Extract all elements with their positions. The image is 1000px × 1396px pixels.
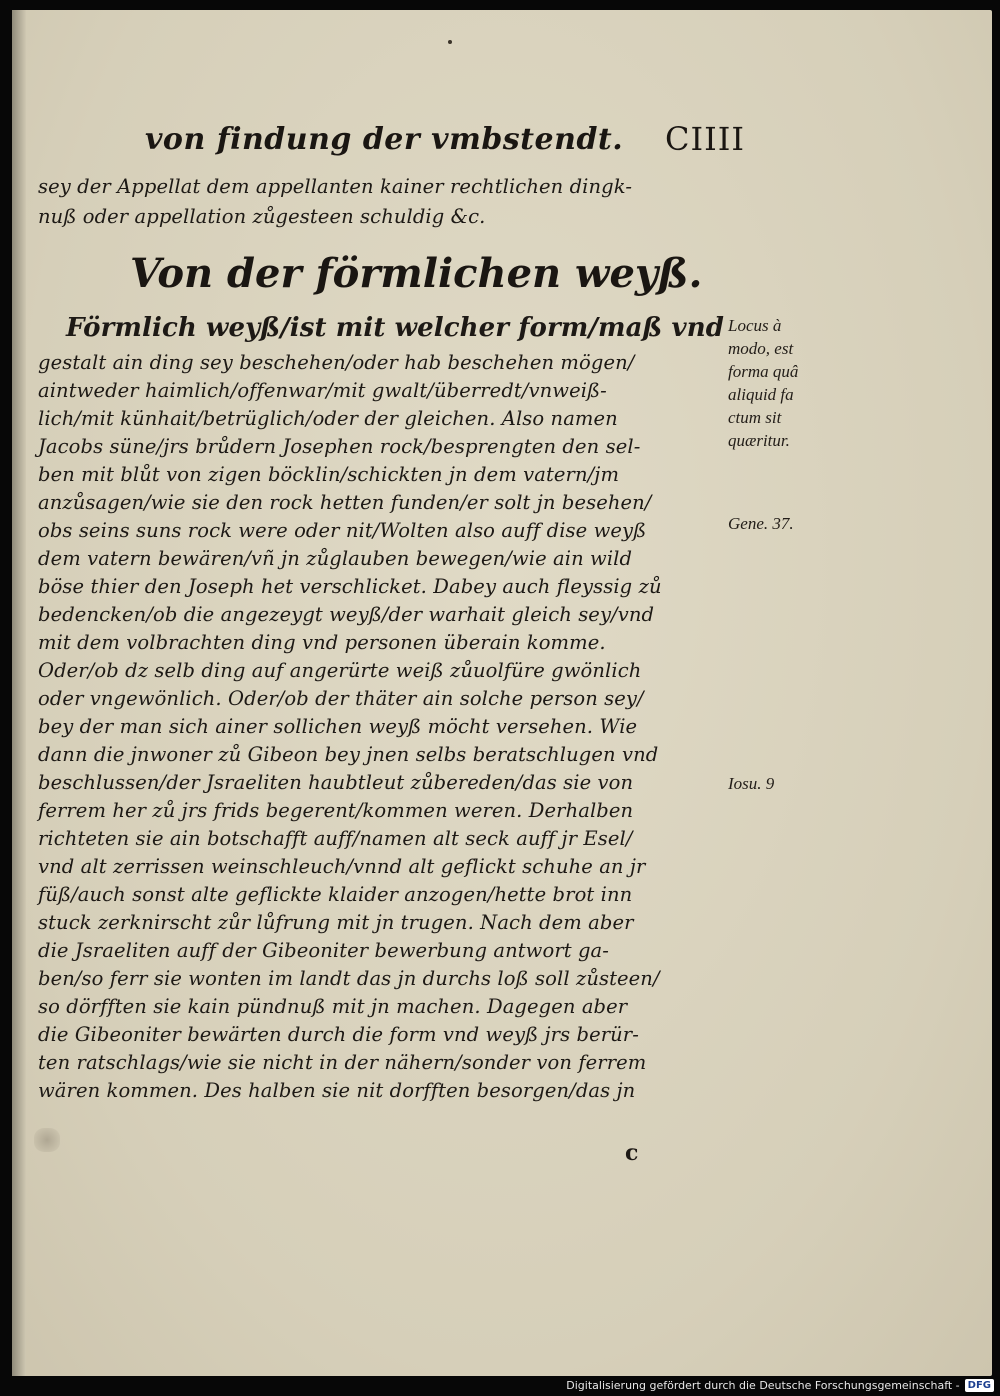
text-line: gestalt ain ding sey beschehen/oder hab beschehen mögen/ <box>38 351 635 374</box>
folio-number: CIIII <box>665 120 746 158</box>
text-line: so dörfften sie kain pündnuß mit jn machen. Dagegen aber <box>38 995 628 1018</box>
ink-mark <box>448 40 452 44</box>
text-line: beschlussen/der Jsraeliten haubtleut zůbereden/das sie von <box>38 771 634 794</box>
text-line: obs seins suns rock were oder nit/Wolten also auff dise weyß <box>38 519 647 542</box>
text-line: die Jsraeliten auff der Gibeoniter bewerbung antwort ga- <box>38 939 609 962</box>
text-line: oder vngewönlich. Oder/ob der thäter ain solche person sey/ <box>38 687 644 710</box>
running-head-title: von findung der vmbstendt. <box>145 122 624 157</box>
text-line: ben/so ferr sie wonten im landt das jn durchs loß soll zůsteen/ <box>38 967 660 990</box>
margin-note-line: Locus à <box>728 316 782 335</box>
text-line: richteten sie ain botschafft auff/namen alt seck auff jr Esel/ <box>38 827 633 850</box>
margin-note-iosu: Iosu. 9 <box>728 774 775 793</box>
text-line: dem vatern bewären/vñ jn zůglauben bewegen/wie ain wild <box>38 547 633 570</box>
text-line-first: Förmlich weyß/ist mit welcher form/maß vnd <box>66 313 725 343</box>
text-line: nuß oder appellation zůgesteen schuldig &c. <box>38 205 486 228</box>
text-line: böse thier den Joseph het verschlicket. Dabey auch fleyssig zů <box>38 575 662 598</box>
margin-note-line: quæritur. <box>728 431 790 450</box>
text-line: ben mit blůt von zigen böcklin/schickten jn dem vatern/jm <box>38 463 620 486</box>
text-line: mit dem volbrachten ding vnd personen überain komme. <box>38 631 606 654</box>
text-line: bey der man sich ainer sollichen weyß möcht versehen. Wie <box>38 715 638 738</box>
text-line: vnd alt zerrissen weinschleuch/vnnd alt geflickt schuhe an jr <box>38 855 646 878</box>
text-line: lich/mit künhait/betrüglich/oder der gleichen. Also namen <box>38 407 618 430</box>
page-gutter <box>12 10 26 1376</box>
credit-text: Digitalisierung gefördert durch die Deutsche Forschungsgemeinschaft - <box>566 1378 960 1392</box>
margin-note-line: forma quâ <box>728 362 799 381</box>
text-line: wären kommen. Des halben sie nit dorfften besorgen/das jn <box>38 1079 636 1102</box>
text-line: anzůsagen/wie sie den rock hetten funden/er solt jn besehen/ <box>38 491 652 514</box>
section-heading: Von der förmlichen weyß. <box>130 250 703 297</box>
dfg-logo: DFG <box>965 1379 994 1392</box>
text-line: dann die jnwoner zů Gibeon bey jnen selbs beratschlugen vnd <box>38 743 659 766</box>
margin-note-gene: Gene. 37. <box>728 514 794 533</box>
text-line: ferrem her zů jrs frids begerent/kommen weren. Derhalben <box>38 799 634 822</box>
margin-note-locus <box>728 314 838 452</box>
text-line: aintweder haimlich/offenwar/mit gwalt/überredt/vnweiß- <box>38 379 607 402</box>
signature-mark: c <box>625 1140 639 1166</box>
text-line: stuck zerknirscht zůr lůfrung mit jn trugen. Nach dem aber <box>38 911 634 934</box>
digitization-credit <box>566 1377 994 1393</box>
text-line: die Gibeoniter bewärten durch die form vnd weyß jrs berür- <box>38 1023 639 1046</box>
text-line: füß/auch sonst alte geflickte klaider anzogen/hette brot inn <box>38 883 633 906</box>
paper-smudge <box>34 1128 60 1152</box>
text-line: sey der Appellat dem appellanten kainer rechtlichen dingk- <box>38 175 633 198</box>
margin-note-line: modo, est <box>728 339 794 358</box>
text-line: bedencken/ob die angezeygt weyß/der warhait gleich sey/vnd <box>38 603 655 626</box>
text-line: Jacobs süne/jrs brůdern Josephen rock/besprengten den sel- <box>38 435 641 458</box>
text-line: Oder/ob dz selb ding auf angerürte weiß zůuolfüre gwönlich <box>38 659 642 682</box>
text-line: ten ratschlags/wie sie nicht in der nähern/sonder von ferrem <box>38 1051 647 1074</box>
margin-note-line: aliquid fa <box>728 385 794 404</box>
margin-note-line: ctum sit <box>728 408 782 427</box>
running-head <box>145 118 745 168</box>
